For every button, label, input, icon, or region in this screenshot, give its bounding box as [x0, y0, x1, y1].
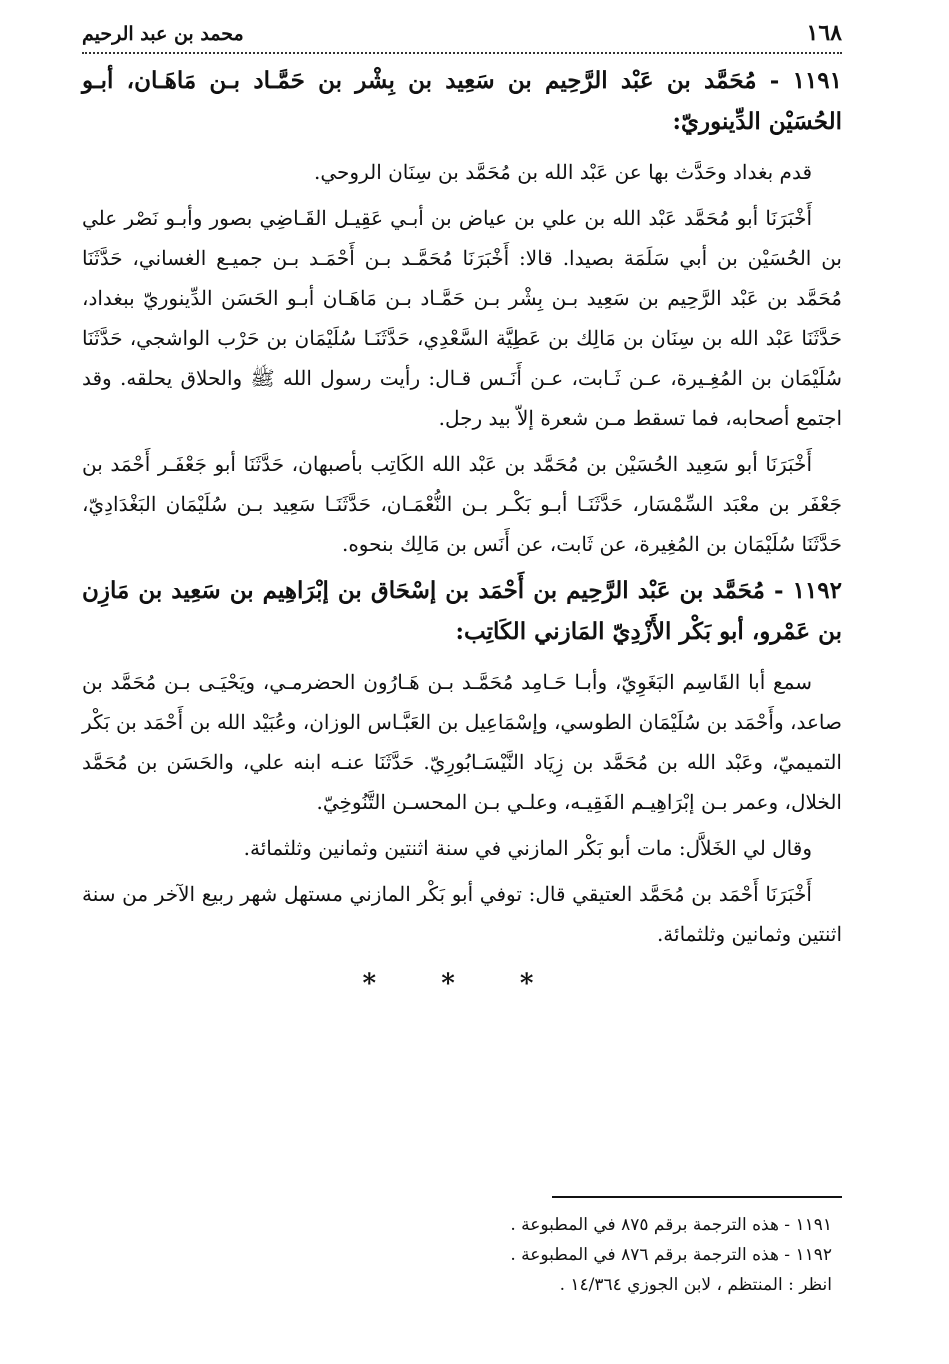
paragraph: سمع أبا القَاسِم البَغَوِيّ، وأبـا حَـامِد مُحَمَّـد بـن هَـارُون الحضرمـي، ويَحْيَـى بـن مُحَمَّد بن صاعد، وأَحْمَد بن سُلَيْمَان الطوسي، وإسْمَاعِيل بن العَبَّـاس الوزان، وعُبَيْد الله بن أَحْمَد بن بَكْر التميميّ، وعَبْد الله بن مُحَمَّد بن زِيَاد النَّيْسَـابُورِيّ. حَدَّثَنَا عنـه ابنه علي، والحَسَن بن مُحَمَّد الخلال، وعمر بـن إبْرَاهِيـم الفَقِيـه، وعلـي بـن المحسـن التَّنُوخِيّ. — [82, 670, 842, 814]
paragraph: قدم بغداد وحَدَّث بها عن عَبْد الله بن مُحَمَّد بن سِنَان الروحي. — [314, 160, 812, 184]
footnote: ١١٩٢ - هذه الترجمة برقم ٨٧٦ في المطبوعة . — [510, 1245, 832, 1265]
footnote-divider — [552, 1196, 842, 1198]
entry-heading: ١١٩١ - مُحَمَّد بن عَبْد الرَّحِيم بن سَعِيد بن بِشْر بن حَمَّـاد بـن مَاهَـان، أبـو الحُسَيْن الدِّينوريّ: — [82, 67, 842, 135]
paragraph: أَخْبَرَنَا أبو سَعِيد الحُسَيْن بن مُحَمَّد بن عَبْد الله الكَاتِب بأصبهان، حَدَّثَنَا أبو جَعْفَـر أَحْمَد بن جَعْفَر بن معْبَد السِّمْسَار، حَدَّثَنَـا أبـو بَكْـر بـن النُّعْمَـان، حَدَّثَنَـا سَعِيد بـن سُلَيْمَان البَغْدَادِيّ، حَدَّثَنَا سُلَيْمَان بن المُغِيرة، عن ثَابت، عن أَنَس بن مَالِك بنحوه. — [82, 452, 842, 556]
running-title: محمد بن عبد الرحيم — [82, 23, 244, 45]
page-number: ١٦٨ — [806, 20, 842, 46]
paragraph: وقال لي الخَلاَّل: مات أبو بَكْر المازني في سنة اثنتين وثمانين وثلثمائة. — [243, 836, 812, 860]
section-separator: * * * — [362, 969, 562, 999]
running-header — [82, 20, 842, 54]
entry-1191 — [82, 60, 842, 564]
footnote: ١١٩١ - هذه الترجمة برقم ٨٧٥ في المطبوعة . — [510, 1215, 832, 1235]
entry-heading: ١١٩٢ - مُحَمَّد بن عَبْد الرَّحِيم بن أَحْمَد بن إسْحَاق بن إبْرَاهِيم بن سَعِيد بن مَازِن بن عَمْرو، أبو بَكْر الأَزْدِيّ المَازني الكَاتِب: — [82, 577, 842, 645]
paragraph: أَخْبَرَنَا أبو مُحَمَّد عَبْد الله بن علي بن عياض بن أبـي عَقِيـل القَـاضِي بصور وأبـو نَصْر علي بن الحُسَيْن بن أبي سَلَمَة بصيدا. قالا: أَخْبَرَنَا مُحَمَّـد بـن أَحْمَـد بـن جميـع الغساني، حَدَّثَنَا مُحَمَّد بن عَبْد الرَّحِيم بن سَعِيد بـن بِشْر بـن حَمَّـاد بـن مَاهَـان أبـو الحَسَن الدِّينوريّ ببغداد، حَدَّثَنَا عَبْد الله بن سِنَان بن مَالِك بن عَطِيَّة السَّعْدِي، حَدَّثَنَـا سُلَيْمَان بن حَرْب الواشجي، حَدَّثَنَا سُلَيْمَان بن المُغِـيرة، عـن ثَـابت، عـن أَنَـس قـال: رأيت رسول الله ﷺ والحلاق يحلقه. وقد اجتمع أصحابه، فما تسقط مـن شعرة إلاّ بيد رجل. — [82, 206, 842, 430]
book-page — [82, 20, 842, 1340]
footnotes — [272, 1210, 832, 1300]
entry-1192 — [82, 570, 842, 954]
paragraph: أَخْبَرَنَا أَحْمَد بن مُحَمَّد العتيقي قال: توفي أبو بَكْر المازني مستهل شهر ربيع الآخر من سنة اثنتين وثمانين وثلثمائة. — [82, 882, 842, 946]
footnote: انظر : المنتظم ، لابن الجوزي ١٤/٣٦٤ . — [559, 1275, 832, 1295]
